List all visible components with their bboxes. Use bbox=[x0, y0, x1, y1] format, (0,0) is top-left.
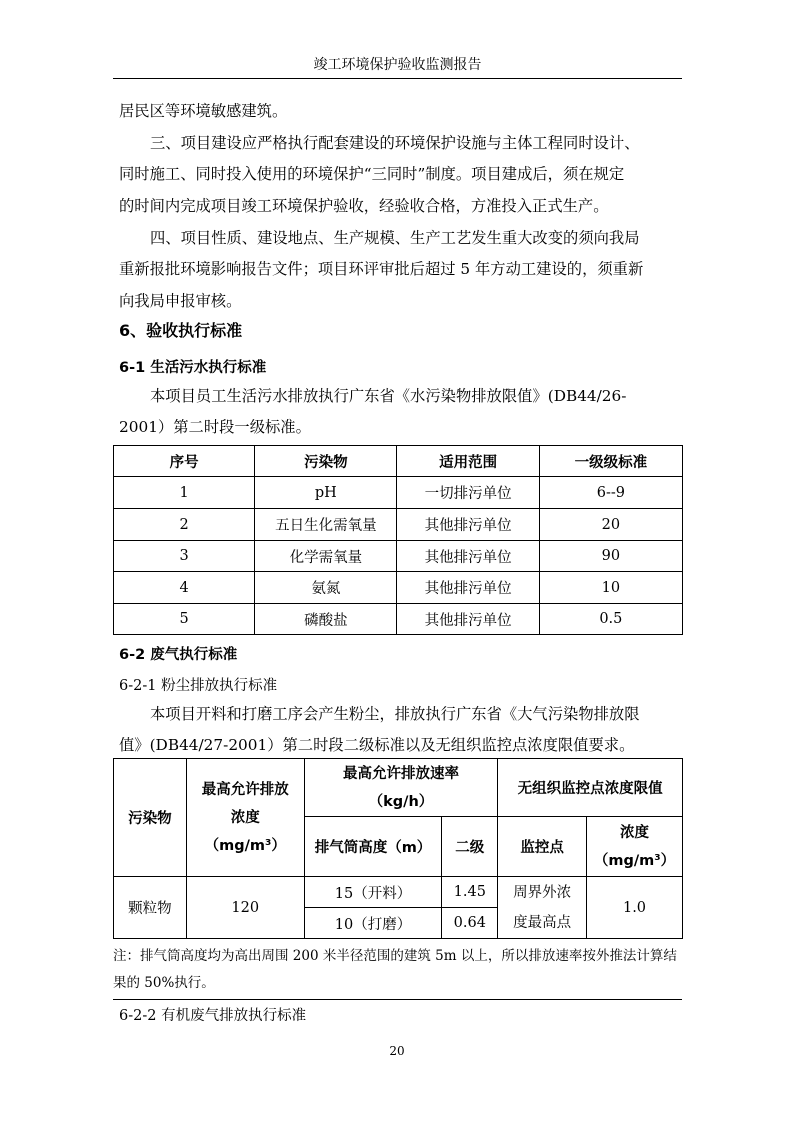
table-cell: 五日生化需氧量 bbox=[255, 509, 397, 541]
table-cell: 6--9 bbox=[539, 477, 682, 509]
table-row bbox=[114, 509, 683, 541]
table-cell: 其他排污单位 bbox=[397, 509, 539, 541]
table-cell: 氨氮 bbox=[255, 572, 397, 604]
table-header-cell: 一级级标准 bbox=[539, 446, 682, 477]
subsection-heading: 6-1 生活污水执行标准 bbox=[119, 360, 267, 376]
table-cell: 化学需氧量 bbox=[255, 541, 397, 572]
table-cell: 0.64 bbox=[442, 908, 498, 939]
table-header-cell: 无组织监控点浓度限值 bbox=[498, 759, 683, 817]
header-rule bbox=[113, 78, 682, 79]
subsection-heading: 6-2-2 有机废气排放执行标准 bbox=[119, 1008, 307, 1024]
table-header-cell: 最高允许排放 浓度 （mg/m³） bbox=[186, 759, 304, 877]
table-header-cell: 最高允许排放速率 （kg/h） bbox=[304, 759, 498, 817]
section-heading: 6、验收执行标准 bbox=[119, 321, 243, 340]
table-cell: 2 bbox=[114, 509, 255, 541]
table-cell: 20 bbox=[539, 509, 682, 541]
paragraph-line: 四、项目性质、建设地点、生产规模、生产工艺发生重大改变的须向我局 bbox=[150, 229, 640, 247]
table-row bbox=[114, 877, 683, 908]
table-header-cell: 适用范围 bbox=[397, 446, 539, 477]
subsection-heading: 6-2 废气执行标准 bbox=[119, 647, 238, 663]
table-header-cell: 污染物 bbox=[255, 446, 397, 477]
paragraph-line: 向我局申报审核。 bbox=[119, 292, 242, 310]
note-rule bbox=[113, 999, 682, 1000]
table-row bbox=[114, 541, 683, 572]
paragraph-line: 本项目开料和打磨工序会产生粉尘，排放执行广东省《大气污染物排放限 bbox=[150, 705, 640, 723]
paragraph-line: 居民区等环境敏感建筑。 bbox=[119, 102, 288, 120]
table-row bbox=[114, 477, 683, 509]
table-cell: 其他排污单位 bbox=[397, 541, 539, 572]
table-cell: 5 bbox=[114, 604, 255, 635]
table-cell: 一切排污单位 bbox=[397, 477, 539, 509]
table-header-cell: 排气筒高度（m） bbox=[304, 817, 442, 877]
table-cell: 90 bbox=[539, 541, 682, 572]
table-cell: 其他排污单位 bbox=[397, 572, 539, 604]
paragraph-line: 三、项目建设应严格执行配套建设的环境保护设施与主体工程同时设计、 bbox=[150, 134, 640, 152]
table-cell: 120 bbox=[186, 877, 304, 939]
page-number: 20 bbox=[389, 1044, 405, 1058]
table-cell: 其他排污单位 bbox=[397, 604, 539, 635]
table-cell: 10（打磨） bbox=[304, 908, 442, 939]
table-header-cell: 监控点 bbox=[498, 817, 587, 877]
table-header-cell: 污染物 bbox=[114, 759, 187, 877]
table-header-cell: 序号 bbox=[114, 446, 255, 477]
wastewater-standard-table bbox=[113, 445, 683, 635]
table-cell: 3 bbox=[114, 541, 255, 572]
paragraph-line: 本项目员工生活污水排放执行广东省《水污染物排放限值》(DB44/26- bbox=[150, 387, 627, 405]
table-cell: 0.5 bbox=[539, 604, 682, 635]
paragraph-line: 同时施工、同时投入使用的环境保护“三同时”制度。项目建成后，须在规定 bbox=[119, 165, 625, 183]
table-cell: 4 bbox=[114, 572, 255, 604]
air-emission-standard-table bbox=[113, 758, 683, 939]
table-note: 注：排气筒高度均为高出周围 200 米半径范围的建筑 5m 以上，所以排放速率按外推法计算结果的 50%执行。 bbox=[113, 948, 677, 991]
table-cell: pH bbox=[255, 477, 397, 509]
running-header: 竣工环境保护验收监测报告 bbox=[313, 57, 482, 73]
table-cell: 1 bbox=[114, 477, 255, 509]
table-cell: 周界外浓 度最高点 bbox=[498, 877, 587, 939]
subsection-heading: 6-2-1 粉尘排放执行标准 bbox=[119, 678, 278, 694]
table-cell: 15（开料） bbox=[304, 877, 442, 908]
table-cell: 1.0 bbox=[587, 877, 683, 939]
table-row bbox=[114, 572, 683, 604]
table-row bbox=[114, 604, 683, 635]
paragraph-line: 2001）第二时段一级标准。 bbox=[119, 418, 311, 436]
table-cell: 1.45 bbox=[442, 877, 498, 908]
table-cell: 磷酸盐 bbox=[255, 604, 397, 635]
table-cell: 10 bbox=[539, 572, 682, 604]
table-header-cell: 浓度 （mg/m³） bbox=[587, 817, 683, 877]
table-header-cell: 二级 bbox=[442, 817, 498, 877]
table-cell: 颗粒物 bbox=[114, 877, 187, 939]
paragraph-line: 值》(DB44/27-2001）第二时段二级标准以及无组织监控点浓度限值要求。 bbox=[119, 736, 635, 754]
paragraph-line: 的时间内完成项目竣工环境保护验收，经验收合格，方准投入正式生产。 bbox=[119, 197, 609, 215]
paragraph-line: 重新报批环境影响报告文件；项目环评审批后超过 5 年方动工建设的，须重新 bbox=[119, 260, 644, 278]
